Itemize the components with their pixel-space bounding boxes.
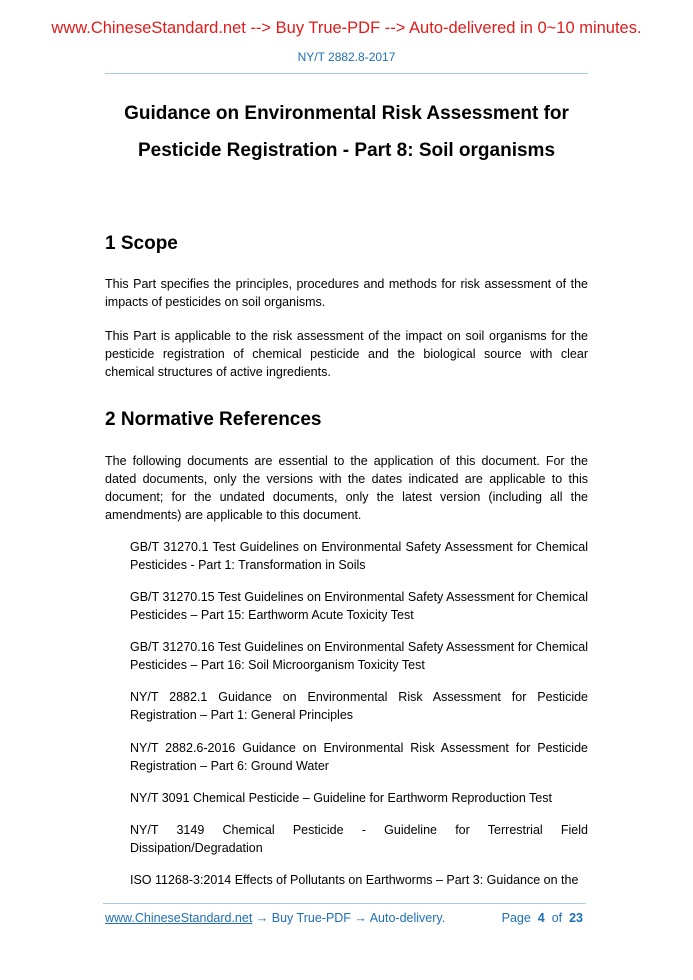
paragraph: The following documents are essential to the application of this document. For the dated documents, only the versions with the dates indicated are applicable to this document; for the undated documents, only the latest version (including all the amendments) are applicable to this document. <box>105 454 588 522</box>
page-indicator <box>502 911 583 925</box>
page-footer <box>105 911 588 925</box>
section-heading-scope: 1 Scope <box>105 233 178 254</box>
paragraph: This Part is applicable to the risk assessment of the impact on soil organisms for the pesticide registration of chemical pesticide and the biological source with clear chemical structures of active ingredients. <box>105 329 588 379</box>
footer-link[interactable]: www.ChineseStandard.net <box>105 911 253 925</box>
document-title-line2: Pesticide Registration - Part 8: Soil organisms <box>137 140 556 161</box>
document-title-line1: Guidance on Environmental Risk Assessment for <box>124 103 569 124</box>
header-divider <box>105 73 588 74</box>
reference-item: GB/T 31270.15 Test Guidelines on Environmental Safety Assessment for Chemical Pesticides – Part 15: Earthworm Acute Toxicity Test <box>130 590 588 622</box>
section-heading-normative-references: 2 Normative References <box>105 409 322 430</box>
reference-item: NY/T 3091 Chemical Pesticide – Guideline for Earthworm Reproduction Test <box>130 791 552 805</box>
of-label: of <box>551 911 563 925</box>
reference-item: NY/T 2882.1 Guidance on Environmental Risk Assessment for Pesticide Registration – Part 1: General Principles <box>130 690 588 722</box>
reference-item: ISO 11268-3:2014 Effects of Pollutants on Earthworms – Part 3: Guidance on the <box>130 873 579 887</box>
page-current: 4 <box>537 911 545 925</box>
paragraph: This Part specifies the principles, procedures and methods for risk assessment of the impacts of pesticides on soil organisms. <box>105 277 588 309</box>
promo-banner: www.ChineseStandard.net --> Buy True-PDF --> Auto-delivered in 0~10 minutes. <box>51 19 642 37</box>
page-total: 23 <box>569 911 583 925</box>
standard-number: NY/T 2882.8-2017 <box>297 50 396 64</box>
footer-divider <box>103 903 586 904</box>
reference-item: GB/T 31270.16 Test Guidelines on Environmental Safety Assessment for Chemical Pesticides – Part 16: Soil Microorganism Toxicity Test <box>130 640 588 672</box>
reference-item: NY/T 2882.6-2016 Guidance on Environmental Risk Assessment for Pesticide Registration – Part 6: Ground Water <box>130 741 588 773</box>
reference-item: NY/T 3149 Chemical Pesticide - Guideline for Terrestrial Field Dissipation/Degradation <box>130 823 588 855</box>
footer-text: → Buy True-PDF → Auto-delivery. <box>252 911 446 925</box>
page-label: Page <box>501 911 531 925</box>
reference-item: GB/T 31270.1 Test Guidelines on Environmental Safety Assessment for Chemical Pesticides - Part 1: Transformation in Soils <box>130 540 588 572</box>
